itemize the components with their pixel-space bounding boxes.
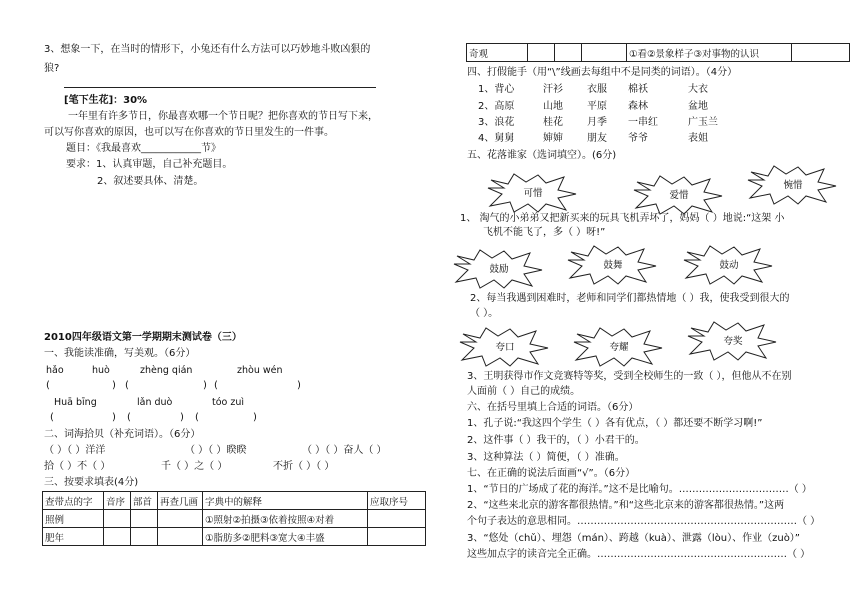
- judge-line: 1、“节日的广场成了花的海洋。”这不是比喻句。……………………………（ ）: [467, 484, 812, 495]
- word-group-4-item: 表姐: [688, 133, 708, 144]
- judge-line: 3、“悠处（chǔ）、埋怨（mán）、跨越（kuà）、泄露（lòu）、作业（zuò）”: [467, 533, 800, 544]
- fill-3-line1: 3、王明获得市作文竞赛特等奖，受到全校师生的一致（ ），但他从不在别: [467, 371, 792, 382]
- word-group-3-item: 广玉兰: [688, 117, 718, 128]
- table-cell-meaning: ①照射②拍摄③依着按照④对着: [203, 510, 368, 528]
- answer-bracket: (: [46, 380, 50, 391]
- section-4-title: 四、打假能手（用“\”线画去每组中不是同类的词语）。（4分）: [467, 67, 738, 78]
- section-5-title: 五、花落谁家（选词填空）。(6分): [467, 150, 617, 161]
- pinyin-3: zhèng qián: [140, 365, 193, 376]
- answer-cell[interactable]: [131, 510, 158, 528]
- fill-6-line: 3、这种算法（ ）简便，（ ）准确。: [467, 452, 625, 463]
- word-group-1-item: 衣服: [587, 84, 607, 95]
- answer-bracket: (: [195, 412, 199, 423]
- answer-bracket: ): [203, 380, 207, 391]
- judge-line: 2、“这些来北京的游客都很热情。”和“这些北京来的游客都很热情。”这两: [467, 500, 785, 511]
- idiom-2: （ ）（ ）睽睽: [185, 445, 247, 456]
- section-6-title: 六、在括号里填上合适的词语。（6分）: [467, 402, 639, 413]
- fill-6-line: 1、孔子说:“我这四个学生（ ）各有优点，（ ）都还要不断学习啊!”: [467, 418, 763, 429]
- essay-section-title: [笔下生花]：30%: [64, 95, 148, 106]
- answer-bracket: ): [112, 412, 116, 423]
- pinyin-1: hǎo: [46, 365, 64, 376]
- table-header: 字典中的解释: [203, 492, 368, 510]
- word-group-1-item: 1、背心: [478, 84, 515, 95]
- question-3-line2: 狼?: [44, 63, 60, 74]
- word-star-label: 夸耀: [609, 342, 629, 353]
- answer-bracket: (: [125, 380, 129, 391]
- word-group-3-item: 桂花: [543, 117, 563, 128]
- essay-requirement-2: 2、叙述要具体、清楚。: [97, 176, 204, 187]
- word-group-4-item: 4、舅舅: [478, 133, 515, 144]
- pinyin-7: tóo zuì: [212, 397, 245, 408]
- word-star-7: [458, 326, 552, 368]
- word-star-2: [632, 174, 726, 216]
- idiom-5: 千（ ）之（ ）: [161, 461, 228, 472]
- table-row: [43, 510, 426, 528]
- word-group-2-item: 盆地: [688, 101, 708, 112]
- table-cell-word: 肥年: [43, 528, 104, 546]
- exam-title: 2010四年级语文第一学期期末测试卷（三）: [44, 332, 242, 343]
- idiom-3: （ ）（ ）奋人（ ）: [302, 445, 387, 456]
- word-group-1-item: 汗衫: [543, 84, 563, 95]
- dictionary-table: [42, 491, 426, 546]
- word-star-label: 爱惜: [669, 190, 689, 201]
- answer-cell[interactable]: [555, 44, 582, 62]
- pinyin-6: lǎn duò: [137, 397, 173, 408]
- table-header: 查带点的字: [43, 492, 104, 510]
- word-group-3-item: 一串红: [628, 117, 658, 128]
- pinyin-5: Huā bīng: [54, 397, 97, 408]
- section-7-title: 七、在正确的说法后面画“√”。（6分）: [467, 468, 636, 479]
- answer-cell[interactable]: [528, 44, 555, 62]
- answer-cell[interactable]: [582, 44, 627, 62]
- table-cell-word: 照例: [43, 510, 104, 528]
- idiom-4: 拾（ ）不（ ）: [44, 461, 111, 472]
- answer-bracket: ): [297, 380, 301, 391]
- question-3-line1: 3、想象一下，在当时的情形下，小兔还有什么方法可以巧妙地斗败凶狠的: [44, 44, 371, 55]
- word-group-4-item: 婶婶: [543, 133, 563, 144]
- word-star-1: [486, 172, 580, 214]
- word-group-4-item: 爷爷: [628, 133, 648, 144]
- word-star-9: [686, 320, 780, 362]
- answer-bracket: (: [127, 412, 131, 423]
- word-star-label: 鼓励: [489, 264, 509, 275]
- dictionary-table-continued: [466, 43, 850, 62]
- answer-cell[interactable]: [368, 528, 426, 546]
- word-group-2-item: 平原: [587, 101, 607, 112]
- word-star-label: 可惜: [523, 188, 543, 199]
- fill-6-line: 2、这件事（ ）我干的，（ ）小君干的。: [467, 435, 645, 446]
- table-header: 音序: [104, 492, 131, 510]
- word-star-6: [682, 244, 776, 286]
- answer-bracket: ): [253, 412, 257, 423]
- essay-body-line2: 可以写你喜欢的原因，也可以写在你喜欢的节日里发生的一件事。: [44, 127, 334, 138]
- answer-bracket: ): [180, 412, 184, 423]
- judge-line: 个句子表达的意思相同。…………………………………………………………（ ）: [467, 516, 821, 527]
- word-group-4-item: 朋友: [587, 133, 607, 144]
- word-star-label: 鼓动: [719, 260, 739, 271]
- word-star-label: 夸奖: [723, 336, 743, 347]
- table-cell-meaning: ①看②景象样子③对事物的认识: [627, 44, 792, 62]
- essay-body-line1: 一年里有许多节日，你最喜欢哪一个节日呢？把你喜欢的节日写下来，: [68, 111, 378, 122]
- word-star-4: [452, 248, 546, 290]
- section-2-title: 二、词海拾贝（补充词语）。（6分）: [44, 429, 201, 440]
- word-group-2-item: 2、高原: [478, 101, 515, 112]
- word-star-label: 惋惜: [783, 180, 803, 191]
- answer-bracket: (: [50, 412, 54, 423]
- table-row: [43, 528, 426, 546]
- table-cell-word: 奇观: [467, 44, 528, 62]
- word-star-label: 鼓舞: [603, 260, 623, 271]
- word-star-8: [572, 326, 666, 368]
- word-star-3: [746, 164, 840, 206]
- answer-cell[interactable]: [792, 44, 850, 62]
- essay-topic: 题目：《我最喜欢____________节》: [66, 143, 221, 154]
- pinyin-2: huò: [92, 365, 110, 376]
- word-group-1-item: 棉袄: [628, 84, 648, 95]
- table-header: 再查几画: [158, 492, 203, 510]
- word-group-1-item: 大衣: [688, 84, 708, 95]
- judge-line: 这些加点字的读音完全正确。…………………………………………………（ ）: [467, 549, 811, 560]
- answer-bracket: ): [112, 380, 116, 391]
- answer-cell[interactable]: [131, 528, 158, 546]
- fill-1-line1: 1、 淘气的小弟弟又把新买来的玩具飞机弄坏了，妈妈（ ）地说:“这架 小: [460, 213, 785, 224]
- answer-cell[interactable]: [368, 510, 426, 528]
- fill-2-line1: 2、每当我遇到困难时，老师和同学们都热情地（ ）我，使我受到很大的: [470, 293, 790, 304]
- answer-cell[interactable]: [104, 510, 131, 528]
- idiom-6: 不折（ ）（ ）: [273, 461, 335, 472]
- table-row: [467, 44, 850, 62]
- idiom-1: （ ）（ ）洋洋: [44, 445, 106, 456]
- word-group-3-item: 3、浪花: [478, 117, 515, 128]
- table-header-row: [43, 492, 426, 510]
- table-cell-meaning: ①脂肪多②肥料③宽大④丰盛: [203, 528, 368, 546]
- word-group-3-item: 月季: [587, 117, 607, 128]
- essay-requirement-1: 要求：1、认真审题，自己补充题目。: [66, 159, 233, 170]
- word-star-label: 夸口: [495, 342, 515, 353]
- word-star-5: [566, 244, 660, 286]
- section-3-title: 三、按要求填表(4分): [44, 477, 139, 488]
- table-header: 应取序号: [368, 492, 426, 510]
- section-1-title: 一、我能读准确，写美观。（6分）: [44, 348, 196, 359]
- table-header: 部首: [131, 492, 158, 510]
- answer-cell[interactable]: [104, 528, 131, 546]
- word-group-2-item: 森林: [628, 101, 648, 112]
- fill-1-line2: 飞机不能飞了，多（ ）呀!”: [483, 227, 606, 238]
- answer-bracket: (: [214, 380, 218, 391]
- fill-3-line2: 人面前（ ）自己的成绩。: [467, 386, 581, 397]
- answer-cell[interactable]: [158, 510, 203, 528]
- word-group-2-item: 山地: [543, 101, 563, 112]
- answer-cell[interactable]: [158, 528, 203, 546]
- fill-2-line2: （ ）。: [470, 308, 499, 319]
- divider: [64, 87, 376, 88]
- pinyin-4: zhòu wén: [237, 365, 283, 376]
